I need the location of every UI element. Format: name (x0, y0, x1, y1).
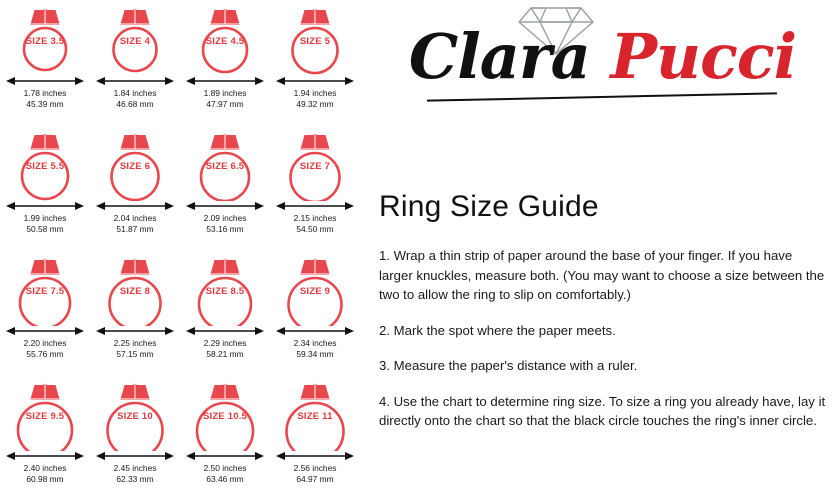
ring-illustration (180, 125, 270, 199)
ring-inches: 1.99 inches (23, 213, 67, 223)
ring-size-cell (90, 125, 180, 250)
ring-size-label: SIZE 6 (119, 161, 151, 172)
ring-illustration (0, 375, 90, 449)
diameter-arrow (186, 74, 264, 86)
brand-name-second: Pucci (610, 20, 797, 93)
ring-illustration (270, 375, 360, 449)
ring-mm: 49.32 mm (296, 99, 334, 109)
ring-illustration (0, 0, 90, 74)
ring-illustration (0, 250, 90, 324)
ring-size-cell (180, 375, 270, 500)
ring-size-label: SIZE 5.5 (25, 161, 65, 172)
ring-mm: 51.87 mm (116, 224, 154, 234)
ring-mm: 54.50 mm (296, 224, 334, 234)
ring-size-label: SIZE 7 (299, 161, 331, 172)
ring-mm: 59.34 mm (296, 349, 334, 359)
ring-inches: 2.34 inches (293, 338, 337, 348)
ring-size-label: SIZE 9.5 (25, 411, 65, 422)
ring-measurements (90, 88, 180, 110)
ring-size-cell (180, 125, 270, 250)
diameter-arrow (276, 449, 354, 461)
ring-illustration (270, 250, 360, 324)
guide-panel (379, 190, 827, 447)
ring-mm: 50.58 mm (26, 224, 64, 234)
ring-mm: 63.46 mm (206, 474, 244, 484)
ring-illustration (90, 375, 180, 449)
diameter-arrow (186, 449, 264, 461)
diameter-arrow (96, 324, 174, 336)
ring-size-cell (270, 125, 360, 250)
ring-illustration (90, 0, 180, 74)
ring-measurements (0, 463, 90, 485)
brand-logo (375, 0, 830, 130)
guide-step-2: 2. Mark the spot where the paper meets. (379, 322, 616, 338)
ring-measurements (270, 88, 360, 110)
ring-measurements (90, 463, 180, 485)
ring-inches: 2.40 inches (23, 463, 67, 473)
ring-measurements (180, 338, 270, 360)
ring-size-cell (0, 250, 90, 375)
ring-illustration (270, 125, 360, 199)
guide-step-1: 1. Wrap a thin strip of paper around the base of your finger. If you have larger knuckles, measure both. (You may want to choose a size between the two to allow the ring to slip on comfortably.) (379, 248, 825, 302)
ring-mm: 60.98 mm (26, 474, 64, 484)
ring-mm: 46.68 mm (116, 99, 154, 109)
diameter-arrow (276, 74, 354, 86)
ring-measurements (180, 213, 270, 235)
ring-size-label: SIZE 4.5 (205, 36, 245, 47)
diameter-arrow (96, 74, 174, 86)
ring-size-label: SIZE 8.5 (205, 286, 245, 297)
ring-size-label: SIZE 4 (119, 36, 151, 47)
ring-inches: 1.94 inches (293, 88, 337, 98)
diameter-arrow (6, 324, 84, 336)
ring-size-label: SIZE 9 (299, 286, 331, 297)
ring-inches: 2.25 inches (113, 338, 157, 348)
ring-size-cell (0, 125, 90, 250)
ring-inches: 2.09 inches (203, 213, 247, 223)
logo-underline (427, 92, 777, 101)
page-title: Ring Size Guide (379, 190, 599, 223)
ring-size-label: SIZE 10 (117, 411, 153, 422)
ring-size-cell (0, 0, 90, 125)
diameter-arrow (6, 449, 84, 461)
ring-inches: 1.84 inches (113, 88, 157, 98)
ring-size-cell (180, 0, 270, 125)
ring-size-cell (90, 0, 180, 125)
ring-size-label: SIZE 11 (297, 411, 333, 422)
ring-inches: 2.29 inches (203, 338, 247, 348)
diameter-arrow (186, 199, 264, 211)
ring-mm: 47.97 mm (206, 99, 244, 109)
ring-illustration (0, 125, 90, 199)
ring-inches: 2.20 inches (23, 338, 67, 348)
ring-size-chart (0, 0, 360, 501)
ring-mm: 45.39 mm (26, 99, 64, 109)
ring-inches: 1.78 inches (23, 88, 67, 98)
ring-mm: 62.33 mm (116, 474, 154, 484)
diameter-arrow (96, 199, 174, 211)
ring-mm: 58.21 mm (206, 349, 244, 359)
ring-size-label: SIZE 7.5 (25, 286, 65, 297)
ring-size-label: SIZE 6.5 (205, 161, 245, 172)
ring-inches: 2.50 inches (203, 463, 247, 473)
ring-size-label: SIZE 5 (299, 36, 331, 47)
ring-mm: 53.16 mm (206, 224, 244, 234)
diameter-arrow (6, 199, 84, 211)
ring-mm: 57.15 mm (116, 349, 154, 359)
ring-inches: 2.04 inches (113, 213, 157, 223)
ring-measurements (0, 88, 90, 110)
ring-measurements (90, 213, 180, 235)
ring-size-cell (270, 250, 360, 375)
guide-step-4: 4. Use the chart to determine ring size. To size a ring you already have, lay it directly onto the chart so that the black circle touches the ring's inner circle. (379, 393, 826, 428)
ring-size-label: SIZE 10.5 (202, 411, 248, 422)
ring-illustration (180, 0, 270, 74)
ring-measurements (180, 463, 270, 485)
ring-size-cell (270, 0, 360, 125)
ring-illustration (90, 125, 180, 199)
ring-measurements (180, 88, 270, 110)
ring-mm: 55.76 mm (26, 349, 64, 359)
diameter-arrow (186, 324, 264, 336)
ring-inches: 2.56 inches (293, 463, 337, 473)
diameter-arrow (276, 199, 354, 211)
brand-name-first: Clara (408, 20, 590, 93)
ring-mm: 64.97 mm (296, 474, 334, 484)
diameter-arrow (96, 449, 174, 461)
ring-size-cell (180, 250, 270, 375)
ring-illustration (90, 250, 180, 324)
ring-size-label: SIZE 8 (119, 286, 151, 297)
ring-measurements (0, 338, 90, 360)
ring-size-cell (270, 375, 360, 500)
ring-illustration (270, 0, 360, 74)
ring-size-cell (0, 375, 90, 500)
ring-size-cell (90, 375, 180, 500)
ring-inches: 2.15 inches (293, 213, 337, 223)
ring-inches: 2.45 inches (113, 463, 157, 473)
ring-size-label: SIZE 3.5 (25, 36, 65, 47)
ring-illustration (180, 250, 270, 324)
ring-inches: 1.89 inches (203, 88, 247, 98)
brand-name (375, 20, 830, 93)
ring-measurements (270, 338, 360, 360)
diameter-arrow (6, 74, 84, 86)
ring-measurements (90, 338, 180, 360)
guide-step-3: 3. Measure the paper's distance with a ruler. (379, 358, 638, 373)
ring-illustration (180, 375, 270, 449)
ring-measurements (270, 463, 360, 485)
ring-measurements (0, 213, 90, 235)
ring-measurements (270, 213, 360, 235)
diameter-arrow (276, 324, 354, 336)
ring-size-cell (90, 250, 180, 375)
